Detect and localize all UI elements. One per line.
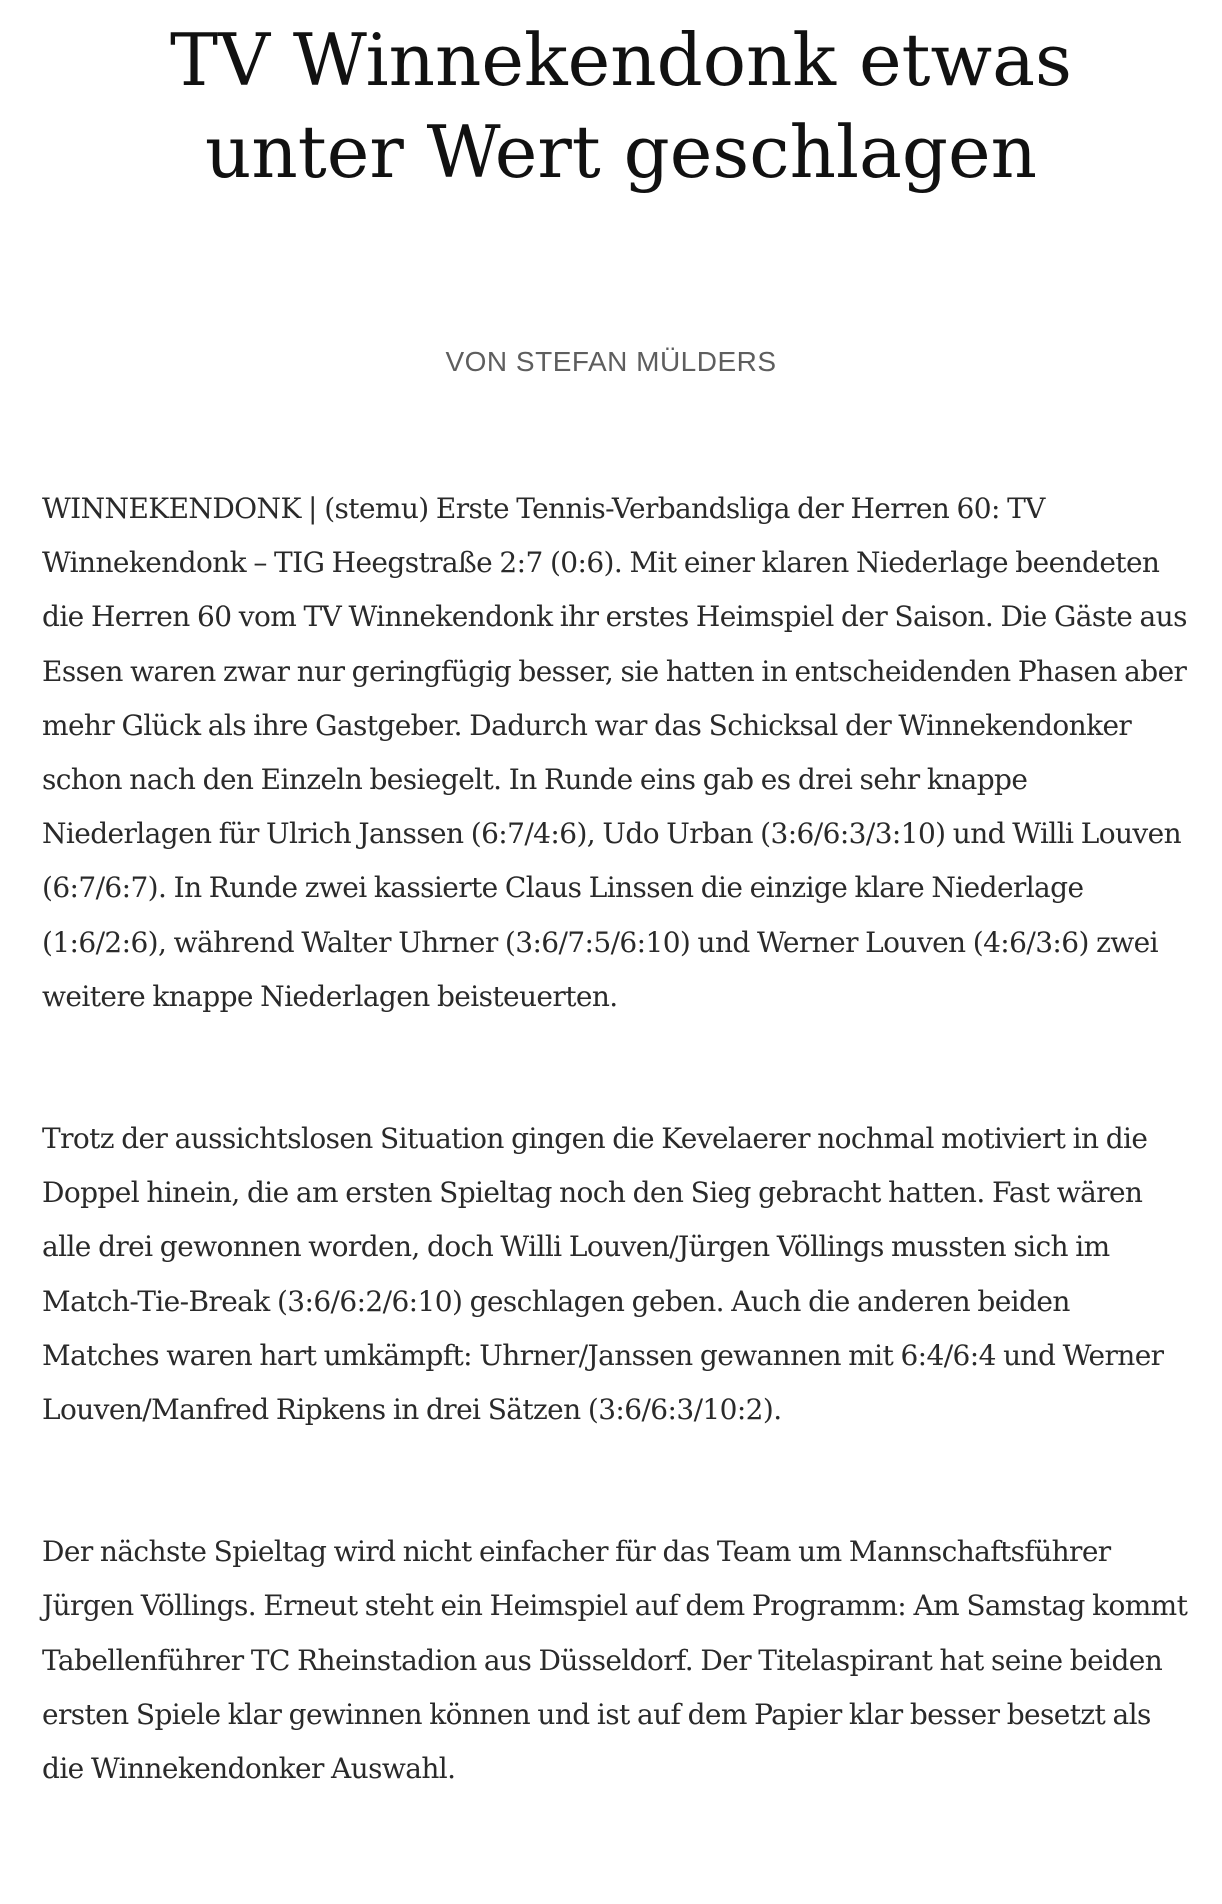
article-body: [42, 482, 1190, 1796]
article-paragraph: Trotz der aussichtslosen Situation gingen die Kevelaerer nochmal motiviert in die Doppel hinein, die am ersten Spieltag noch den Sieg gebracht hatten. Fast wären alle drei gewonnen worden, doch Willi Louven/Jürgen Völlings mussten sich im Match-Tie-Break (3:6/6:2/6:10) geschlagen geben. Auch die anderen beiden Matches waren hart umkämpft: Uhrner/Janssen gewannen mit 6:4/6:4 und Werner Louven/Manfred Ripkens in drei Sätzen (3:6/6:3/10:2).: [42, 1122, 1164, 1427]
article-paragraph: WINNEKENDONK | (stemu) Erste Tennis-Verbandsliga der Herren 60: TV Winnekendonk – TIG Heegstraße 2:7 (0:6). Mit einer klaren Niederlage beendeten die Herren 60 vom TV Winnekendonk ihr erstes Heimspiel der Saison. Die Gäste aus Essen waren zwar nur geringfügig besser, sie hatten in entscheidenden Phasen aber mehr Glück als ihre Gastgeber. Dadurch war das Schicksal der Winnekendonker schon nach den Einzeln besiegelt. In Runde eins gab es drei sehr knappe Niederlagen für Ulrich Janssen (6:7/4:6), Udo Urban (3:6/6:3/3:10) und Willi Louven (6:7/6:7). In Runde zwei kassierte Claus Linssen die einzige klare Niederlage (1:6/2:6), während Walter Uhrner (3:6/7:5/6:10) und Werner Louven (4:6/3:6) zwei weitere knappe Niederlagen beisteuerten.: [42, 492, 1187, 1013]
article-paragraph: Der nächste Spieltag wird nicht einfacher für das Team um Mannschaftsführer Jürgen Völlings. Erneut steht ein Heimspiel auf dem Programm: Am Samstag kommt Tabellenführer TC Rheinstadion aus Düsseldorf. Der Titelaspirant hat seine beiden ersten Spiele klar gewinnen können und ist auf dem Papier klar besser besetzt als die Winnekendonker Auswahl.: [42, 1535, 1188, 1786]
article-byline: VON STEFAN MÜLDERS: [445, 346, 777, 377]
article-headline: TV Winnekendonk etwas unter Wert geschlagen: [169, 18, 1072, 194]
